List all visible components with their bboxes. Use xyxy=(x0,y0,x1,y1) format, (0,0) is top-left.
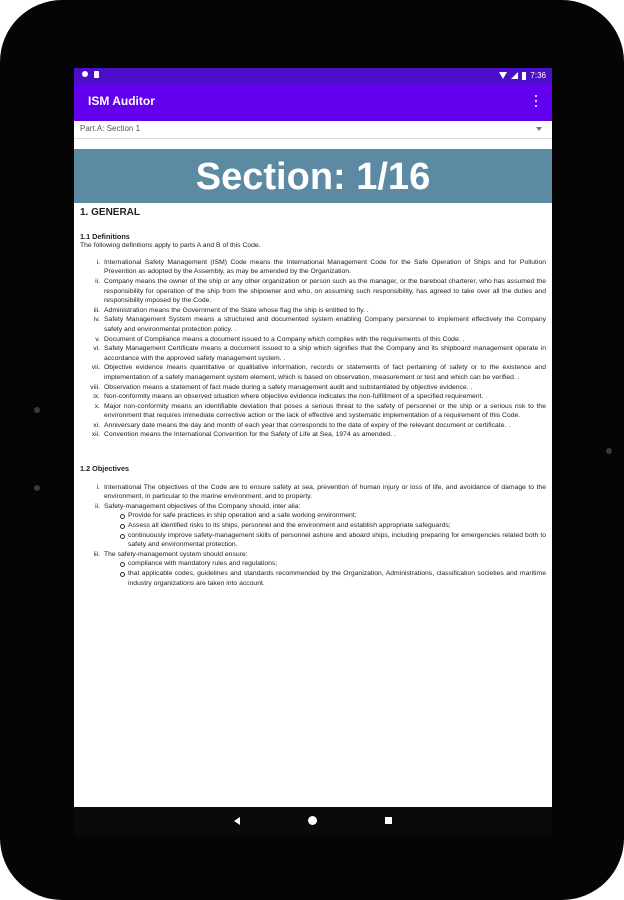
list-item: xii. Convention means the International Convention for the Safety of Life at Sea, 1974 as amended. . xyxy=(91,431,396,439)
list-item: ii. Safety-management objectives of the Company should, inter alia: xyxy=(95,502,301,510)
document-scroll-view[interactable] xyxy=(74,139,552,807)
clock: 7:36 xyxy=(530,71,546,80)
objectives-list-cont xyxy=(80,550,546,560)
sub-list-item: continuously improve safety-management skills of personnel ashore and aboard ships, including preparing for emergencies related both to safety and environmental protection. xyxy=(108,531,546,550)
definitions-list xyxy=(80,258,546,440)
list-item: viii. Observation means a statement of fact made during a safety management audit and substantiated by objective evidence. . xyxy=(90,383,473,391)
definitions-intro: The following definitions apply to parts A and B of this Code. xyxy=(80,242,261,250)
sd-card-icon xyxy=(94,71,99,78)
overflow-menu-icon[interactable] xyxy=(534,95,538,109)
side-sensor-top xyxy=(34,407,40,413)
list-item: v. Document of Compliance means a document issued to a Company which complies with the requirements of this Code. . xyxy=(95,335,465,343)
list-item: ii. Company means the owner of the ship or any other organization or person such as the manager, or the bareboat charterer, who has assumed the responsibility for operation of the ship from the shipowner and who, on assuming such responsibility, has agreed to take over all the duties and responsibility imposed by the Code. xyxy=(95,277,546,305)
sms-sublist xyxy=(80,559,546,588)
app-bar xyxy=(74,83,552,121)
list-item: vii. Objective evidence means quantitative or qualitative information, records or statements of fact pertaining of safety or to the existence and implementation of a safety management system element, which is based on observation, measurement or test and which can be verified. . xyxy=(91,364,546,381)
spinner-selected-value: Part.A: Section 1 xyxy=(80,124,141,133)
list-item: iii. Administration means the Government of the State whose flag the ship is entitled to fly. . xyxy=(93,306,369,314)
app-title: ISM Auditor xyxy=(88,94,155,108)
objectives-title: 1.2 Objectives xyxy=(80,464,130,474)
sub-list-item: compliance with mandatory rules and regulations; xyxy=(108,559,546,569)
status-bar xyxy=(74,68,552,83)
objectives-sublist xyxy=(80,511,546,549)
list-item: i. International Safety Management (ISM) Code means the International Management Code for the Safe Operation of Ships and for Pollution Prevention as adopted by the Assembly, as may be amended by the Organization. xyxy=(96,258,546,276)
back-icon[interactable] xyxy=(234,817,240,825)
screen xyxy=(74,68,552,836)
list-item: iv. Safety Management System means a structured and documented system enabling Company personnel to implement effectively the Company safety and environmental protection policy. . xyxy=(93,316,546,333)
document-heading: 1. GENERAL xyxy=(80,207,141,218)
dropdown-arrow-icon xyxy=(536,127,542,131)
signal-icon xyxy=(511,72,518,79)
list-item: xi. Anniversary date means the day and month of each year that corresponds to the date of expiry of the relevant document or certificate. . xyxy=(93,421,511,429)
section-spinner[interactable] xyxy=(74,121,552,139)
front-camera xyxy=(606,448,612,454)
navigation-bar xyxy=(74,807,552,836)
list-item: vi. Safety Management Certificate means a document issued to a ship which signifies that the Company and its shipboard management operate in accordance with the approved safety management system. . xyxy=(93,345,546,362)
list-item: iii. The safety-management system should ensure: xyxy=(93,550,248,558)
list-item: x. Major non-conformity means an identifiable deviation that poses a serious threat to the safety of personnel or the ship or a serious risk to the environment that requires immediate corrective action or the lack of effective and systematic implementation of a requirement of this Code. xyxy=(94,402,546,420)
list-item: i. International The objectives of the Code are to ensure safety at sea, prevention of human injury or loss of life, and avoidance of damage to the environment, in particular to the marine environment, and to property. xyxy=(96,483,546,501)
home-icon[interactable] xyxy=(308,816,317,825)
objectives-list xyxy=(80,483,546,512)
settings-notification-icon xyxy=(82,71,88,77)
list-item: ix. Non-conformity means an observed situation where objective evidence indicates the non-fulfillment of a specified requirement. . xyxy=(93,393,488,401)
sub-list-item: that applicable codes, guidelines and standards recommended by the Organization, Administrations, classification societies and maritime industry organizations are taken into account. xyxy=(108,569,546,588)
side-sensor-bottom xyxy=(34,485,40,491)
recent-apps-icon[interactable] xyxy=(385,817,392,824)
sub-list-item: Assess all identified risks to its ships, personnel and the environment and establish appropriate safeguards; xyxy=(108,521,546,531)
section-banner: Section: 1/16 xyxy=(74,149,552,203)
definitions-title: 1.1 Definitions xyxy=(80,231,130,241)
sub-list-item: Provide for safe practices in ship operation and a safe working environment; xyxy=(108,511,546,521)
document-body xyxy=(74,208,552,588)
battery-icon xyxy=(522,72,526,80)
wifi-icon xyxy=(499,72,507,79)
